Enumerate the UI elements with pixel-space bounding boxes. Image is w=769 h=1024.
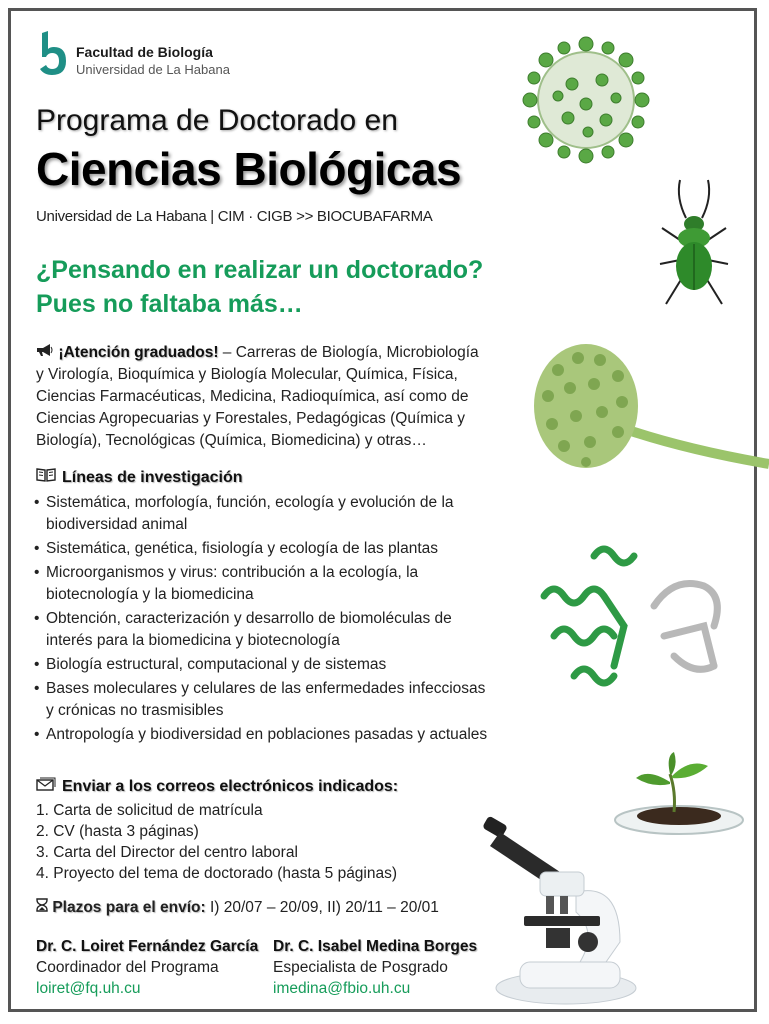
hourglass-icon bbox=[36, 899, 52, 916]
list-item: • Biología estructural, computacional y de sistemas bbox=[32, 654, 532, 676]
faculty-logo bbox=[38, 31, 68, 77]
list-item: • Sistemática, genética, fisiología y ecología de las plantas bbox=[32, 538, 532, 560]
list-item: • Antropología y biodiversidad en poblaciones pasadas y actuales bbox=[32, 724, 532, 746]
send-heading-text: Enviar a los correos electrónicos indicados: bbox=[62, 777, 399, 795]
headline-question: ¿Pensando en realizar un doctorado? bbox=[36, 256, 484, 284]
list-item: 1. Carta de solicitud de matrícula bbox=[36, 802, 263, 819]
attention-heading: ¡Atención graduados! bbox=[58, 344, 219, 361]
list-item: 2. CV (hasta 3 páginas) bbox=[36, 823, 199, 840]
virus-illustration bbox=[512, 34, 660, 166]
logo-faculty-name: Facultad de Biología bbox=[76, 44, 213, 60]
attention-line-3: Ciencias Farmacéuticas, Medicina, Radioquímica, así como de bbox=[36, 388, 469, 405]
logo-university-name: Universidad de La Habana bbox=[76, 62, 230, 77]
attention-line-1: – Carreras de Biología, Microbiología bbox=[218, 344, 479, 361]
send-heading bbox=[36, 777, 398, 796]
research-list bbox=[32, 492, 532, 748]
list-item: • Sistemática, morfología, función, ecología y evolución de la biodiversidad animal bbox=[32, 492, 532, 536]
attention-line-5: Biología), Tecnológicas (Química, Biomedicina) y otras… bbox=[36, 432, 427, 449]
beetle-illustration bbox=[656, 178, 732, 310]
research-heading bbox=[36, 468, 243, 487]
research-heading-text: Líneas de investigación bbox=[62, 468, 243, 486]
program-subtitle: Programa de Doctorado en bbox=[36, 104, 398, 137]
contact-specialist bbox=[273, 938, 477, 998]
contact-email-link[interactable]: loiret@fq.uh.cu bbox=[36, 980, 141, 997]
headline-answer: Pues no faltaba más… bbox=[36, 290, 303, 318]
contact-email-link[interactable]: imedina@fbio.uh.cu bbox=[273, 980, 411, 997]
contact-coordinator bbox=[36, 938, 258, 998]
list-item: • Obtención, caracterización y desarrollo de biomoléculas de interés para la biomedicina y biotecnología bbox=[32, 608, 532, 652]
megaphone-icon bbox=[36, 344, 58, 361]
contact-name: Dr. C. Isabel Medina Borges bbox=[273, 938, 478, 955]
deadlines-label: Plazos para el envío: bbox=[52, 899, 206, 916]
institutions-line: Universidad de La Habana | CIM · CIGB >> BIOCUBAFARMA bbox=[36, 208, 433, 225]
contact-role: Especialista de Posgrado bbox=[273, 959, 448, 976]
contact-name: Dr. C. Loiret Fernández García bbox=[36, 938, 259, 955]
book-icon bbox=[36, 468, 56, 487]
mail-icon bbox=[36, 777, 56, 796]
fungus-illustration bbox=[528, 340, 769, 480]
contact-role: Coordinador del Programa bbox=[36, 959, 219, 976]
attention-paragraph bbox=[36, 342, 516, 452]
attention-line-2: y Virología, Bioquímica y Biología Molecular, Química, Física, bbox=[36, 366, 458, 383]
list-item: • Bases moleculares y celulares de las enfermedades infecciosas y crónicas no trasmisibles bbox=[32, 678, 532, 722]
list-item: 4. Proyecto del tema de doctorado (hasta 5 páginas) bbox=[36, 865, 398, 882]
protein-structure-illustration bbox=[534, 536, 734, 706]
program-title: Ciencias Biológicas bbox=[36, 143, 462, 195]
deadlines bbox=[36, 898, 439, 917]
deadlines-value: I) 20/07 – 20/09, II) 20/11 – 20/01 bbox=[205, 899, 439, 916]
attention-line-4: Ciencias Agropecuarias y Forestales, Pedagógicas (Química y bbox=[36, 410, 466, 427]
microscope-illustration bbox=[480, 812, 640, 1008]
requirements-list bbox=[36, 800, 397, 884]
list-item: 3. Carta del Director del centro laboral bbox=[36, 844, 298, 861]
list-item: • Microorganismos y virus: contribución a la ecología, la biotecnología y la biomedicina bbox=[32, 562, 532, 606]
